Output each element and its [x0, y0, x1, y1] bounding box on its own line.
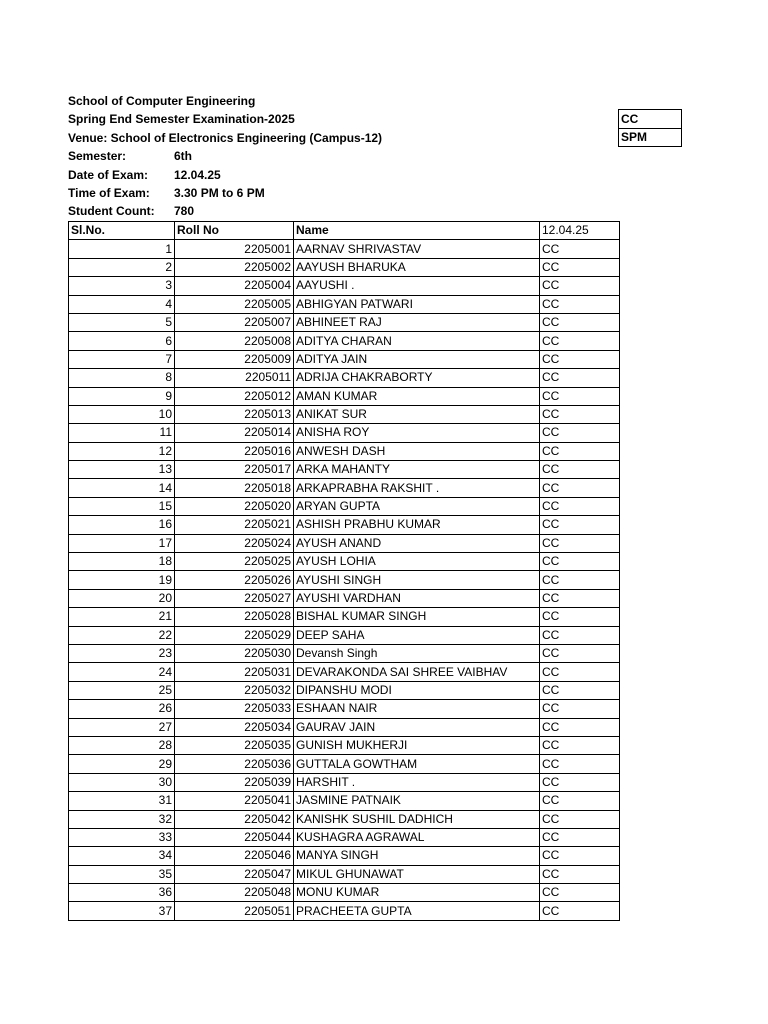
semester-value: 6th [174, 149, 192, 164]
table-row [69, 497, 620, 515]
table-row [69, 902, 620, 920]
table-row [69, 277, 620, 295]
cell-slno: 32 [69, 810, 175, 828]
cell-name: MANYA SINGH [294, 847, 540, 865]
cell-name: BISHAL KUMAR SINGH [294, 608, 540, 626]
cell-slno: 12 [69, 442, 175, 460]
table-row [69, 424, 620, 442]
semester-row [68, 147, 382, 165]
semester-label: Semester: [68, 149, 127, 164]
cell-name: KANISHK SUSHIL DADHICH [294, 810, 540, 828]
cell-subject: CC [540, 626, 620, 644]
table-row [69, 792, 620, 810]
cell-subject: CC [540, 755, 620, 773]
col-header-slno: Sl.No. [69, 222, 175, 240]
cell-slno: 13 [69, 461, 175, 479]
table-header-row [69, 222, 620, 240]
table-row [69, 369, 620, 387]
cell-name: ABHIGYAN PATWARI [294, 295, 540, 313]
cell-name: DEVARAKONDA SAI SHREE VAIBHAV [294, 663, 540, 681]
cell-roll-no: 2205014 [175, 424, 294, 442]
cell-subject: CC [540, 369, 620, 387]
cell-name: MONU KUMAR [294, 884, 540, 902]
exam-date-label: Date of Exam: [68, 167, 149, 182]
cell-name: GAURAV JAIN [294, 718, 540, 736]
cell-subject: CC [540, 424, 620, 442]
student-count-label: Student Count: [68, 204, 155, 219]
cell-subject: CC [540, 865, 620, 883]
cell-slno: 23 [69, 644, 175, 662]
cell-name: ARKAPRABHA RAKSHIT . [294, 479, 540, 497]
cell-roll-no: 2205005 [175, 295, 294, 313]
cell-slno: 27 [69, 718, 175, 736]
table-row [69, 718, 620, 736]
cell-slno: 24 [69, 663, 175, 681]
cell-roll-no: 2205011 [175, 369, 294, 387]
col-header-name: Name [294, 222, 540, 240]
cell-subject: CC [540, 718, 620, 736]
cell-subject: CC [540, 773, 620, 791]
cell-roll-no: 2205002 [175, 258, 294, 276]
cell-roll-no: 2205031 [175, 663, 294, 681]
cell-slno: 36 [69, 884, 175, 902]
cell-subject: CC [540, 405, 620, 423]
cell-slno: 25 [69, 681, 175, 699]
cell-slno: 10 [69, 405, 175, 423]
cell-name: AAYUSH BHARUKA [294, 258, 540, 276]
col-header-roll: Roll No [175, 222, 294, 240]
exam-date-row [68, 166, 382, 184]
table-row [69, 608, 620, 626]
cell-subject: CC [540, 534, 620, 552]
cell-slno: 18 [69, 553, 175, 571]
table-row [69, 405, 620, 423]
table-row [69, 350, 620, 368]
table-row [69, 387, 620, 405]
cell-subject: CC [540, 589, 620, 607]
cell-subject: CC [540, 644, 620, 662]
cell-name: ANIKAT SUR [294, 405, 540, 423]
cell-roll-no: 2205041 [175, 792, 294, 810]
cell-name: PRACHEETA GUPTA [294, 902, 540, 920]
table-row [69, 644, 620, 662]
cell-roll-no: 2205044 [175, 828, 294, 846]
cell-slno: 4 [69, 295, 175, 313]
cell-name: AAYUSHI . [294, 277, 540, 295]
cell-roll-no: 2205012 [175, 387, 294, 405]
cell-subject: CC [540, 902, 620, 920]
table-row [69, 755, 620, 773]
cell-slno: 9 [69, 387, 175, 405]
cell-subject: CC [540, 497, 620, 515]
cell-name: AYUSH ANAND [294, 534, 540, 552]
cell-roll-no: 2205025 [175, 553, 294, 571]
table-row [69, 589, 620, 607]
table-row [69, 626, 620, 644]
cell-slno: 3 [69, 277, 175, 295]
school-name: School of Computer Engineering [68, 94, 256, 108]
table-row [69, 884, 620, 902]
cell-name: ANISHA ROY [294, 424, 540, 442]
cell-subject: CC [540, 258, 620, 276]
cell-roll-no: 2205026 [175, 571, 294, 589]
table-row [69, 534, 620, 552]
exam-time-row [68, 184, 382, 202]
cell-roll-no: 2205027 [175, 589, 294, 607]
cell-slno: 6 [69, 332, 175, 350]
cell-slno: 5 [69, 313, 175, 331]
cell-roll-no: 2205024 [175, 534, 294, 552]
cell-slno: 34 [69, 847, 175, 865]
cell-roll-no: 2205013 [175, 405, 294, 423]
cell-subject: CC [540, 479, 620, 497]
cell-name: DEEP SAHA [294, 626, 540, 644]
cell-slno: 8 [69, 369, 175, 387]
cell-name: HARSHIT . [294, 773, 540, 791]
table-row [69, 258, 620, 276]
cell-slno: 19 [69, 571, 175, 589]
table-row [69, 240, 620, 258]
cell-roll-no: 2205017 [175, 461, 294, 479]
cell-roll-no: 2205042 [175, 810, 294, 828]
student-count-value: 780 [174, 204, 195, 219]
cell-subject: CC [540, 313, 620, 331]
cell-roll-no: 2205051 [175, 902, 294, 920]
exam-time-value: 3.30 PM to 6 PM [174, 185, 265, 200]
cell-slno: 7 [69, 350, 175, 368]
cell-name: ARKA MAHANTY [294, 461, 540, 479]
cell-roll-no: 2205048 [175, 884, 294, 902]
cell-name: Devansh Singh [294, 644, 540, 662]
table-row [69, 663, 620, 681]
cell-roll-no: 2205036 [175, 755, 294, 773]
table-row [69, 773, 620, 791]
cell-name: JASMINE PATNAIK [294, 792, 540, 810]
cell-name: ABHINEET RAJ [294, 313, 540, 331]
cell-slno: 37 [69, 902, 175, 920]
cell-name: DIPANSHU MODI [294, 681, 540, 699]
table-row [69, 847, 620, 865]
cell-subject: CC [540, 792, 620, 810]
cell-subject: CC [540, 295, 620, 313]
exam-title: Spring End Semester Examination-2025 [68, 112, 295, 127]
cell-roll-no: 2205018 [175, 479, 294, 497]
cell-slno: 16 [69, 516, 175, 534]
cell-roll-no: 2205007 [175, 313, 294, 331]
cell-roll-no: 2205021 [175, 516, 294, 534]
cell-subject: CC [540, 736, 620, 754]
cell-roll-no: 2205020 [175, 497, 294, 515]
cell-slno: 31 [69, 792, 175, 810]
col-header-date: 12.04.25 [540, 222, 620, 240]
cell-name: AARNAV SHRIVASTAV [294, 240, 540, 258]
table-row [69, 736, 620, 754]
cell-name: AYUSHI SINGH [294, 571, 540, 589]
cell-slno: 29 [69, 755, 175, 773]
cell-subject: CC [540, 461, 620, 479]
cell-slno: 17 [69, 534, 175, 552]
cell-name: ASHISH PRABHU KUMAR [294, 516, 540, 534]
cell-roll-no: 2205029 [175, 626, 294, 644]
venue: Venue: School of Electronics Engineering (Campus-12) [68, 130, 383, 145]
cell-subject: CC [540, 884, 620, 902]
cell-roll-no: 2205033 [175, 700, 294, 718]
cell-subject: CC [540, 332, 620, 350]
cell-slno: 35 [69, 865, 175, 883]
table-row [69, 828, 620, 846]
cell-subject: CC [540, 810, 620, 828]
cell-roll-no: 2205035 [175, 736, 294, 754]
legend-item: CC [619, 110, 682, 128]
cell-slno: 26 [69, 700, 175, 718]
table-row [69, 700, 620, 718]
cell-subject: CC [540, 571, 620, 589]
cell-slno: 11 [69, 424, 175, 442]
cell-name: AMAN KUMAR [294, 387, 540, 405]
subject-legend [618, 92, 682, 147]
cell-subject: CC [540, 553, 620, 571]
table-row [69, 332, 620, 350]
cell-subject: CC [540, 387, 620, 405]
cell-slno: 28 [69, 736, 175, 754]
cell-roll-no: 2205030 [175, 644, 294, 662]
cell-name: ANWESH DASH [294, 442, 540, 460]
cell-slno: 2 [69, 258, 175, 276]
cell-slno: 30 [69, 773, 175, 791]
cell-roll-no: 2205032 [175, 681, 294, 699]
cell-roll-no: 2205004 [175, 277, 294, 295]
cell-subject: CC [540, 516, 620, 534]
cell-slno: 14 [69, 479, 175, 497]
table-row [69, 442, 620, 460]
cell-name: MIKUL GHUNAWAT [294, 865, 540, 883]
table-row [69, 553, 620, 571]
cell-slno: 15 [69, 497, 175, 515]
exam-time-label: Time of Exam: [68, 185, 150, 200]
cell-roll-no: 2205046 [175, 847, 294, 865]
cell-subject: CC [540, 663, 620, 681]
cell-roll-no: 2205047 [175, 865, 294, 883]
cell-name: AYUSH LOHIA [294, 553, 540, 571]
cell-name: GUNISH MUKHERJI [294, 736, 540, 754]
student-table [68, 221, 620, 921]
table-row [69, 295, 620, 313]
cell-subject: CC [540, 442, 620, 460]
cell-roll-no: 2205009 [175, 350, 294, 368]
cell-subject: CC [540, 240, 620, 258]
cell-slno: 33 [69, 828, 175, 846]
cell-roll-no: 2205034 [175, 718, 294, 736]
cell-name: ADITYA JAIN [294, 350, 540, 368]
cell-subject: CC [540, 608, 620, 626]
cell-name: ESHAAN NAIR [294, 700, 540, 718]
cell-name: GUTTALA GOWTHAM [294, 755, 540, 773]
cell-roll-no: 2205039 [175, 773, 294, 791]
cell-name: AYUSHI VARDHAN [294, 589, 540, 607]
table-row [69, 461, 620, 479]
cell-name: ARYAN GUPTA [294, 497, 540, 515]
cell-subject: CC [540, 847, 620, 865]
cell-slno: 21 [69, 608, 175, 626]
cell-name: ADITYA CHARAN [294, 332, 540, 350]
cell-roll-no: 2205016 [175, 442, 294, 460]
legend-item: SPM [619, 128, 682, 146]
cell-subject: CC [540, 828, 620, 846]
table-row [69, 313, 620, 331]
student-count-row [68, 202, 382, 220]
cell-slno: 1 [69, 240, 175, 258]
cell-roll-no: 2205008 [175, 332, 294, 350]
cell-slno: 22 [69, 626, 175, 644]
cell-subject: CC [540, 681, 620, 699]
cell-roll-no: 2205028 [175, 608, 294, 626]
table-row [69, 516, 620, 534]
table-row [69, 571, 620, 589]
table-row [69, 681, 620, 699]
exam-header [68, 92, 382, 221]
cell-name: KUSHAGRA AGRAWAL [294, 828, 540, 846]
cell-slno: 20 [69, 589, 175, 607]
cell-subject: CC [540, 277, 620, 295]
table-row [69, 810, 620, 828]
cell-name: ADRIJA CHAKRABORTY [294, 369, 540, 387]
cell-subject: CC [540, 350, 620, 368]
table-row [69, 865, 620, 883]
exam-date-value: 12.04.25 [174, 167, 221, 182]
cell-roll-no: 2205001 [175, 240, 294, 258]
table-row [69, 479, 620, 497]
cell-subject: CC [540, 700, 620, 718]
